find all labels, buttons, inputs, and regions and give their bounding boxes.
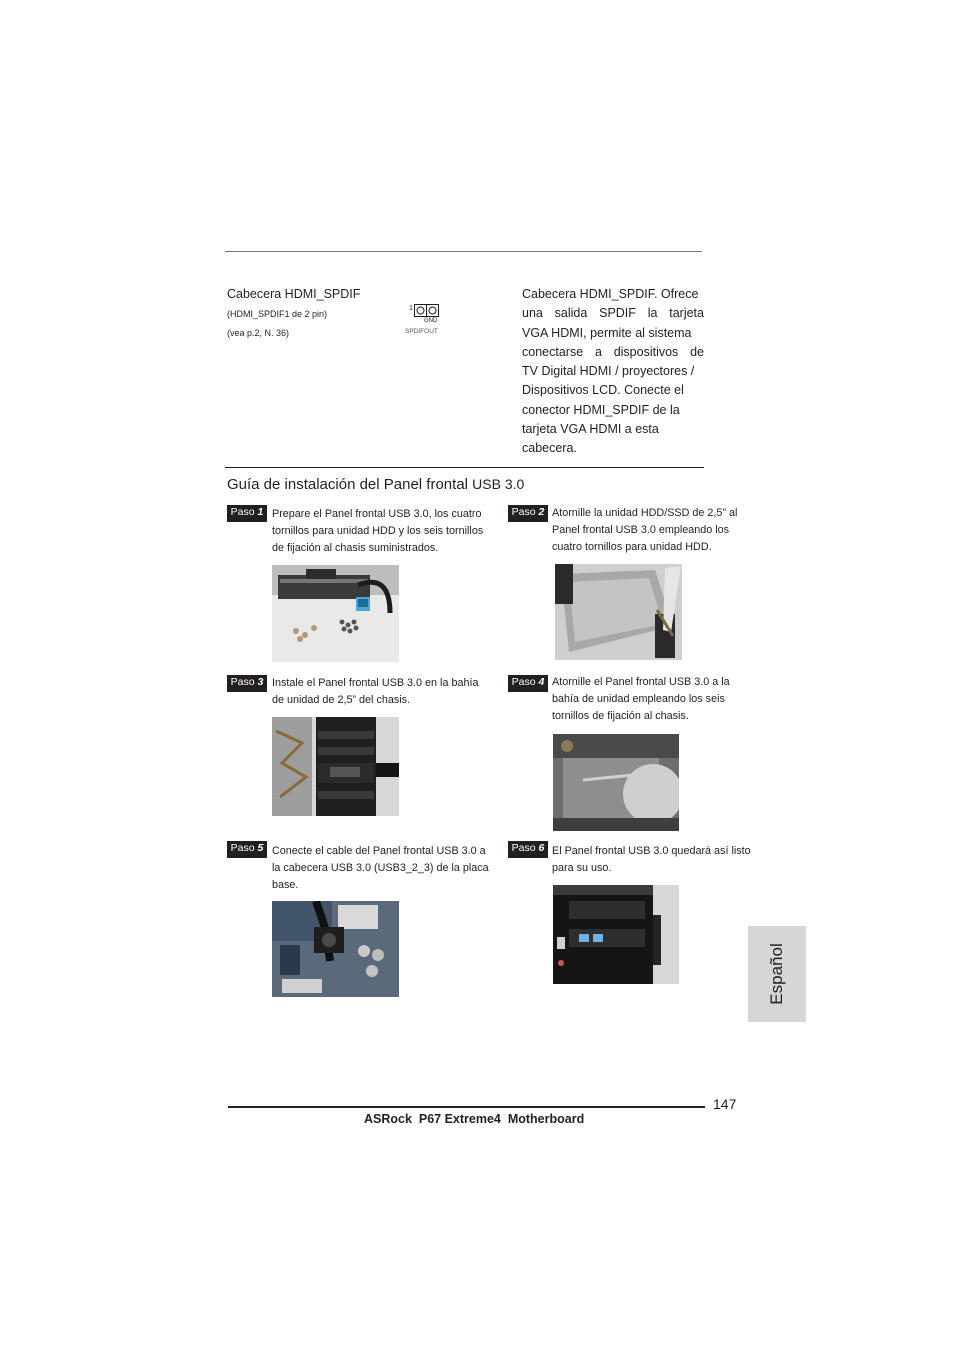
step-line: Panel frontal USB 3.0 empleando los — [552, 523, 730, 536]
desc-line: conector HDMI_SPDIF de la — [522, 402, 680, 417]
step-badge-1 — [227, 505, 267, 522]
footer-product: ASRock P67 Extreme4 Motherboard — [364, 1112, 585, 1126]
step-6-text — [552, 843, 777, 877]
step-badge-label: Paso — [511, 506, 536, 518]
step-badge-label: Paso — [230, 506, 255, 518]
step-3-text — [272, 675, 504, 709]
step-line: El Panel frontal USB 3.0 quedará así listo — [552, 845, 751, 857]
step-line: Atornille la unidad HDD/SSD de 2,5” al — [552, 507, 738, 519]
hdmi-description — [522, 285, 704, 459]
step-3-photo — [272, 717, 399, 816]
desc-line: una salida SPDIF la tarjeta — [522, 306, 704, 321]
step-badge-3 — [227, 675, 267, 692]
pin-one-label: 1 — [409, 305, 413, 312]
hdmi-reference: (vea p.2, N. 36) — [227, 328, 290, 338]
step-line: base. — [272, 878, 299, 891]
desc-line: TV Digital HDMI / proyectores / — [522, 364, 695, 379]
footer-rule — [228, 1106, 705, 1108]
step-badge-label: Paso — [511, 676, 536, 688]
section-rule — [225, 467, 704, 468]
step-4-text — [552, 674, 772, 724]
hdmi-subtitle: (HDMI_SPDIF1 de 2 pin) — [227, 309, 328, 319]
desc-line: VGA HDMI, permite al sistema — [522, 325, 692, 340]
step-line: para su uso. — [552, 861, 612, 874]
step-badge-4 — [508, 675, 548, 692]
step-5-text — [272, 843, 507, 893]
step-1-text — [272, 506, 504, 556]
step-badge-5 — [227, 841, 267, 858]
step-line: tornillos para unidad HDD y los seis tornillos — [272, 524, 484, 537]
desc-line: Cabecera HDMI_SPDIF. Ofrece — [522, 287, 699, 301]
guide-heading-usb: USB 3.0 — [472, 476, 525, 492]
guide-heading-text: Guía de instalación del Panel frontal — [227, 476, 468, 493]
pin-header-icon — [414, 304, 440, 318]
step-badge-number: 1 — [257, 506, 264, 518]
step-line: de fijación al chasis suministrados. — [272, 541, 439, 554]
step-line: tornillos de fijación al chasis. — [552, 709, 689, 722]
step-4-photo — [553, 734, 679, 831]
top-rule — [225, 251, 702, 252]
step-badge-label: Paso — [230, 676, 255, 688]
page-number: 147 — [713, 1096, 737, 1112]
step-line: Instale el Panel frontal USB 3.0 en la bahía — [272, 677, 479, 689]
desc-line: Dispositivos LCD. Conecte el — [522, 383, 684, 398]
desc-line: tarjeta VGA HDMI a esta — [522, 422, 659, 437]
step-line: la cabecera USB 3.0 (USB3_2_3) de la placa — [272, 861, 489, 874]
step-badge-number: 5 — [257, 842, 264, 854]
spdif-connector-diagram — [402, 302, 450, 338]
step-line: cuatro tornillos para unidad HDD. — [552, 540, 712, 553]
step-badge-number: 3 — [257, 676, 264, 688]
language-side-tab — [748, 926, 806, 1022]
step-badge-number: 6 — [538, 842, 545, 854]
pin-gnd-label: GND — [424, 318, 438, 324]
step-line: de unidad de 2,5” del chasis. — [272, 693, 411, 706]
step-badge-6 — [508, 841, 548, 858]
step-line: Atornille el Panel frontal USB 3.0 a la — [552, 676, 730, 688]
step-1-photo — [272, 565, 399, 662]
step-line: bahía de unidad empleando los seis — [552, 692, 725, 705]
step-badge-2 — [508, 505, 548, 522]
hdmi-title: Cabecera HDMI_SPDIF — [227, 287, 361, 301]
step-5-photo — [272, 901, 399, 997]
step-badge-label: Paso — [230, 842, 255, 854]
step-badge-label: Paso — [511, 842, 536, 854]
pin-caption: SPDIFOUT — [405, 328, 438, 335]
step-2-photo — [555, 564, 682, 660]
step-6-photo — [553, 885, 679, 984]
step-2-text — [552, 505, 772, 555]
desc-line: cabecera. — [522, 441, 577, 456]
language-side-tab-label: Español — [767, 943, 786, 1005]
step-line: Conecte el cable del Panel frontal USB 3.0 a — [272, 845, 486, 857]
guide-heading — [227, 476, 524, 493]
step-badge-number: 4 — [538, 676, 545, 688]
desc-line: conectarse a dispositivos de — [522, 344, 704, 359]
step-badge-number: 2 — [538, 506, 545, 518]
step-line: Prepare el Panel frontal USB 3.0, los cuatro — [272, 508, 482, 520]
